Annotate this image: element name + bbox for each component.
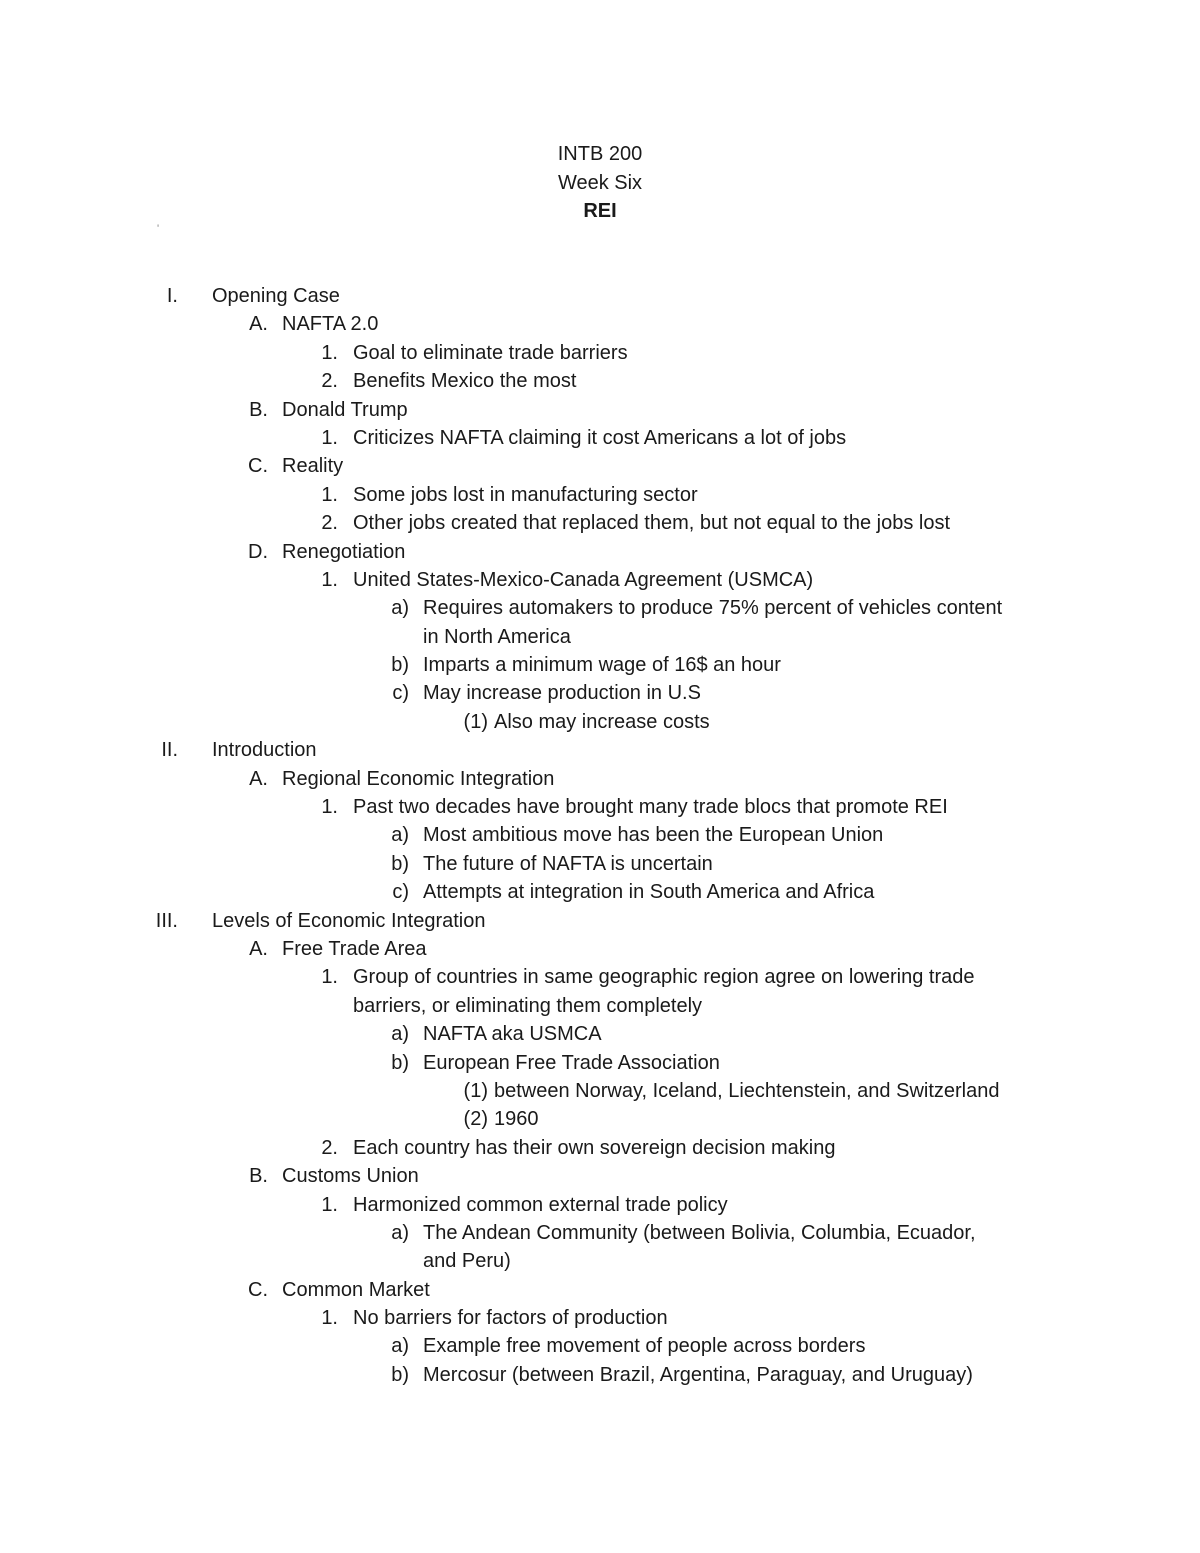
outline-item-level-2 — [0, 935, 1200, 963]
outline-marker: C. — [248, 455, 268, 478]
outline-marker: b) — [391, 1051, 409, 1074]
outline-item-level-3 — [0, 1191, 1200, 1219]
outline-item-level-4 — [0, 1247, 1200, 1275]
outline-item-level-3 — [0, 566, 1200, 594]
outline-item-level-4 — [0, 1219, 1200, 1247]
outline-text: Customs Union — [282, 1165, 419, 1188]
outline-marker: 2. — [321, 1136, 338, 1159]
outline-marker: 1. — [321, 1307, 338, 1330]
outline-item-level-3 — [0, 424, 1200, 452]
outline-marker: b) — [391, 654, 409, 677]
outline-marker: 2. — [321, 512, 338, 535]
outline-text: NAFTA aka USMCA — [423, 1023, 602, 1046]
outline-item-level-2 — [0, 396, 1200, 424]
outline-marker: 1. — [321, 426, 338, 449]
outline-marker: I. — [166, 285, 178, 307]
lecture-outline — [0, 282, 1200, 1389]
outline-text: barriers, or eliminating them completely — [353, 994, 703, 1017]
outline-item-level-4 — [0, 821, 1200, 849]
outline-item-level-3 — [0, 481, 1200, 509]
outline-text: Levels of Economic Integration — [212, 909, 486, 932]
stray-mark: ' — [157, 223, 160, 235]
outline-marker: C. — [248, 1278, 268, 1301]
outline-marker: 1. — [321, 1193, 338, 1216]
outline-marker: a) — [391, 597, 409, 620]
outline-item-level-5 — [0, 708, 1200, 736]
outline-text: Most ambitious move has been the European Union — [423, 824, 884, 847]
outline-marker: III. — [155, 909, 178, 932]
topic-title: REI — [583, 200, 617, 222]
outline-marker: a) — [391, 824, 409, 847]
outline-text: Each country has their own sovereign decision making — [353, 1136, 836, 1159]
outline-text: United States-Mexico-Canada Agreement (USMCA) — [353, 568, 814, 591]
outline-item-level-4 — [0, 651, 1200, 679]
outline-marker: A. — [249, 767, 268, 790]
outline-marker: b) — [391, 1363, 409, 1386]
week-label: Week Six — [557, 171, 643, 194]
outline-text: Some jobs lost in manufacturing sector — [353, 483, 698, 506]
outline-text: European Free Trade Association — [423, 1051, 720, 1074]
outline-marker: 2. — [321, 370, 338, 393]
outline-marker: A. — [249, 313, 268, 336]
outline-marker: a) — [391, 1023, 409, 1046]
outline-text: Group of countries in same geographic region agree on lowering trade — [353, 966, 975, 989]
outline-item-level-1 — [0, 282, 1200, 310]
outline-text: in North America — [423, 625, 571, 648]
outline-item-level-2 — [0, 1162, 1200, 1190]
outline-marker: A. — [249, 937, 268, 960]
outline-item-level-4 — [0, 1049, 1200, 1077]
outline-item-level-2 — [0, 538, 1200, 566]
outline-marker: a) — [391, 1335, 409, 1358]
outline-marker: c) — [392, 682, 409, 705]
outline-text: Harmonized common external trade policy — [353, 1193, 728, 1216]
outline-item-level-1 — [0, 907, 1200, 935]
outline-text: Imparts a minimum wage of 16$ an hour — [423, 654, 781, 677]
outline-text: Other jobs created that replaced them, but not equal to the jobs lost — [353, 512, 951, 535]
outline-text: Donald Trump — [282, 398, 408, 421]
outline-item-level-4 — [0, 623, 1200, 651]
outline-text: Regional Economic Integration — [282, 767, 555, 790]
outline-marker: (1) — [463, 710, 488, 733]
outline-item-level-4 — [0, 679, 1200, 707]
outline-marker: B. — [249, 1165, 268, 1188]
outline-item-level-3 — [0, 963, 1200, 991]
outline-marker: a) — [391, 1221, 409, 1244]
outline-text: Free Trade Area — [282, 937, 427, 960]
outline-text: NAFTA 2.0 — [282, 313, 379, 336]
outline-text: 1960 — [494, 1108, 539, 1131]
outline-text: Example free movement of people across borders — [423, 1335, 866, 1358]
document-header — [0, 140, 1200, 226]
outline-item-level-3 — [0, 1134, 1200, 1162]
outline-item-level-4 — [0, 1332, 1200, 1360]
outline-text: and Peru) — [423, 1250, 511, 1273]
outline-item-level-3 — [0, 992, 1200, 1020]
outline-marker: 1. — [321, 483, 338, 506]
outline-item-level-1 — [0, 736, 1200, 764]
outline-marker: B. — [249, 398, 268, 421]
outline-marker: (1) — [463, 1079, 488, 1102]
outline-text: Requires automakers to produce 75% percent of vehicles content — [423, 597, 1003, 620]
outline-item-level-3 — [0, 339, 1200, 367]
outline-text: Opening Case — [212, 285, 340, 307]
outline-item-level-4 — [0, 594, 1200, 622]
outline-marker: (2) — [463, 1108, 488, 1131]
outline-item-level-4 — [0, 1361, 1200, 1389]
outline-marker: 1. — [321, 966, 338, 989]
outline-item-level-3 — [0, 509, 1200, 537]
outline-text: Benefits Mexico the most — [353, 370, 577, 393]
outline-marker: 1. — [321, 568, 338, 591]
outline-text: May increase production in U.S — [423, 682, 701, 705]
outline-text: Criticizes NAFTA claiming it cost Americans a lot of jobs — [353, 426, 847, 449]
outline-item-level-2 — [0, 310, 1200, 338]
outline-item-level-3 — [0, 793, 1200, 821]
outline-text: between Norway, Iceland, Liechtenstein, and Switzerland — [494, 1079, 1000, 1102]
outline-text: The Andean Community (between Bolivia, Columbia, Ecuador, — [423, 1221, 976, 1244]
outline-marker: b) — [391, 852, 409, 875]
outline-text: Goal to eliminate trade barriers — [353, 341, 628, 364]
outline-marker: 1. — [321, 796, 338, 819]
outline-text: No barriers for factors of production — [353, 1307, 668, 1330]
outline-item-level-4 — [0, 878, 1200, 906]
outline-text: Also may increase costs — [494, 710, 710, 733]
outline-item-level-2 — [0, 765, 1200, 793]
outline-text: Past two decades have brought many trade blocs that promote REI — [353, 796, 948, 819]
outline-text: Reality — [282, 455, 344, 478]
outline-marker: II. — [161, 739, 178, 762]
outline-text: Attempts at integration in South America and Africa — [423, 881, 875, 904]
outline-marker: D. — [248, 540, 268, 563]
outline-text: Mercosur (between Brazil, Argentina, Paraguay, and Uruguay) — [423, 1363, 973, 1386]
outline-text: The future of NAFTA is uncertain — [423, 852, 713, 875]
outline-text: Introduction — [212, 739, 317, 762]
outline-item-level-3 — [0, 367, 1200, 395]
outline-item-level-4 — [0, 1020, 1200, 1048]
outline-item-level-4 — [0, 850, 1200, 878]
outline-item-level-2 — [0, 452, 1200, 480]
outline-item-level-2 — [0, 1276, 1200, 1304]
outline-text: Common Market — [282, 1278, 430, 1301]
outline-marker: 1. — [321, 341, 338, 364]
outline-text: Renegotiation — [282, 540, 406, 563]
course-code: INTB 200 — [557, 143, 643, 165]
outline-item-level-5 — [0, 1105, 1200, 1133]
outline-item-level-5 — [0, 1077, 1200, 1105]
outline-marker: c) — [392, 881, 409, 904]
outline-item-level-3 — [0, 1304, 1200, 1332]
